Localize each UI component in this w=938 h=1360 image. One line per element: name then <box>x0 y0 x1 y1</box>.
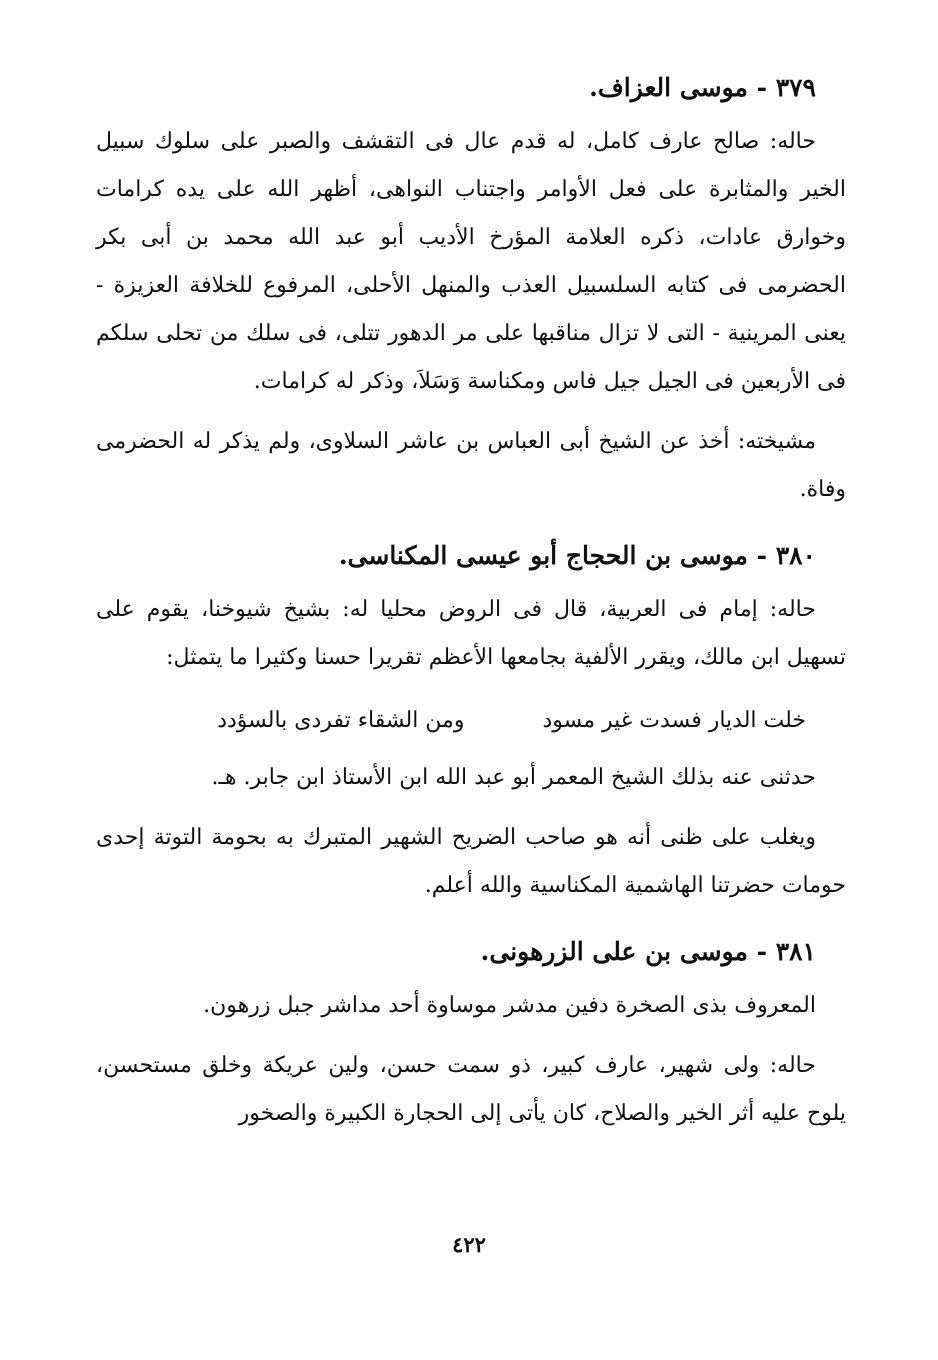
paragraph-380-narration: حدثنى عنه بذلك الشيخ المعمر أبو عبد الله ابن الأستاذ ابن جابر. هـ. <box>211 765 816 790</box>
poetry-verse <box>96 694 846 748</box>
verse-second-hemistich: ومن الشقاء تفردى بالسؤدد <box>217 708 465 733</box>
entry-heading-379: ٣٧٩ - موسى العزاف. <box>589 73 816 102</box>
paragraph-381-known-as: المعروف بذى الصخرة دفين مدشر موساوة أحد مداشر جبل زرهون. <box>203 993 816 1018</box>
paragraph-380-tomb: ويغلب على ظنى أنه هو صاحب الضريح الشهير المتبرك به بحومة التوتة إحدى حومات حضرتنا الهاشمية المكناسية والله أعلم. <box>96 825 846 898</box>
paragraph-380-biography: حاله: إمام فى العربية، قال فى الروض محليا له: بشيخ شيوخنا، يقوم على تسهيل ابن مالك، ويقرر الألفية بجامعها الأعظم تقريرا حسنا وكثيرا ما يتمثل: <box>96 597 846 670</box>
entry-heading-381: ٣٨١ - موسى بن على الزرهونى. <box>480 937 816 966</box>
document-page <box>96 58 846 1318</box>
entry-heading-380: ٣٨٠ - موسى بن الحجاج أبو عيسى المكناسى. <box>338 541 816 570</box>
paragraph-381-biography: حاله: ولى شهير، عارف كبير، ذو سمت حسن، ولين عريكة وخلق مستحسن، يلوح عليه أثر الخير والصلاح، كان يأتى إلى الحجارة الكبيرة والصخور <box>96 1053 846 1126</box>
paragraph-379-teachers: مشيخته: أخذ عن الشيخ أبى العباس بن عاشر السلاوى، ولم يذكر له الحضرمى وفاة. <box>96 429 846 502</box>
paragraph-379-biography: حاله: صالح عارف كامل، له قدم عال فى التقشف والصبر على سلوك سبيل الخير والمثابرة على فعل الأوامر واجتناب النواهى، أظهر الله على يده كرامات وخوارق عادات، ذكره العلامة المؤرخ الأديب أبو عبد الله محمد بن أبى بكر الحضرمى فى كتابه السلسبيل العذب والمنهل الأحلى، المرفوع للخلافة العزيزة - يعنى المرينية - التى لا تزال مناقبها على مر الدهور تتلى، فى سلك من تحلى سلكم فى الأربعين فى الجيل جيل فاس ومكناسة وَسَلاَ، وذكر له كرامات. <box>96 129 846 394</box>
verse-first-hemistich: خلت الديار فسدت غير مسود <box>542 708 806 733</box>
page-number: ٤٢٢ <box>452 1232 486 1257</box>
